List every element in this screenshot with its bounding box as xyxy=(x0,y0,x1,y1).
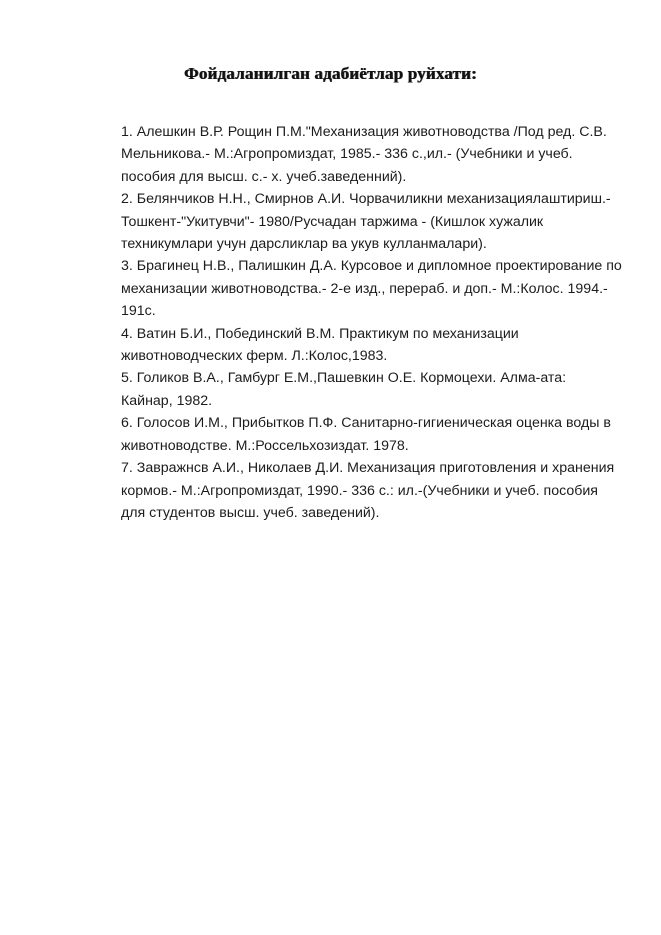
reference-item-3 xyxy=(121,255,641,322)
reference-line: животноводстве. М.:Россельхозиздат. 1978. xyxy=(121,437,409,454)
reference-line: 1. Алешкин В.Р. Рощин П.М."Механизация животноводства /Под ред. С.В. xyxy=(121,124,607,140)
reference-line: Кайнар, 1982. xyxy=(121,392,213,409)
reference-line: пособия для высш. с.- х. учеб.заведенний). xyxy=(121,168,407,185)
reference-line: Тошкент-"Укитувчи"- 1980/Русчадан таржима - (Кишлок хужалик xyxy=(121,213,544,230)
reference-line: животноводческих ферм. Л.:Колос,1983. xyxy=(121,348,388,365)
reference-line: для студентов высш. учеб. заведений). xyxy=(121,504,380,521)
reference-line: кормов.- М.:Агропромиздат, 1990.- 336 с.: ил.-(Учебники и учеб. пособия xyxy=(121,482,598,499)
reference-line: техникумлари учун дарсликлар ва укув кулланмалари). xyxy=(121,236,487,253)
reference-line: 191с. xyxy=(121,303,156,320)
page-title: Фойдаланилган адабиётлар руйхати: xyxy=(184,64,477,83)
reference-list xyxy=(121,121,641,524)
reference-line: 5. Голиков В.А., Гамбург Е.М.,Пашевкин О.Е. Кормоцехи. Алма-ата: xyxy=(121,370,567,387)
reference-item-5 xyxy=(121,367,641,412)
reference-item-7 xyxy=(121,457,641,524)
reference-item-2 xyxy=(121,188,641,255)
reference-line: 3. Брагинец Н.В., Палишкин Д.А. Курсовое и дипломное проектирование по xyxy=(121,258,622,275)
reference-line: Мельникова.- М.:Агропромиздат, 1985.- 336 с.,ил.- (Учебники и учеб. xyxy=(121,146,573,163)
reference-line: 6. Голосов И.М., Прибытков П.Ф. Санитарно-гигиеническая оценка воды в xyxy=(121,415,611,432)
reference-line: 4. Ватин Б.И., Побединский В.М. Практикум по механизации xyxy=(121,325,519,342)
reference-line: механизации животноводства.- 2-е изд., перераб. и доп.- М.:Колос. 1994.- xyxy=(121,280,608,297)
reference-item-1 xyxy=(121,121,641,188)
reference-line: 7. Завражнсв А.И., Николаев Д.И. Механизация приготовления и хранения xyxy=(121,460,615,477)
reference-item-6 xyxy=(121,412,641,457)
reference-item-4 xyxy=(121,323,641,368)
reference-line: 2. Белянчиков Н.Н., Смирнов А.И. Чорвачиликни механизациялаштириш.- xyxy=(121,191,611,208)
